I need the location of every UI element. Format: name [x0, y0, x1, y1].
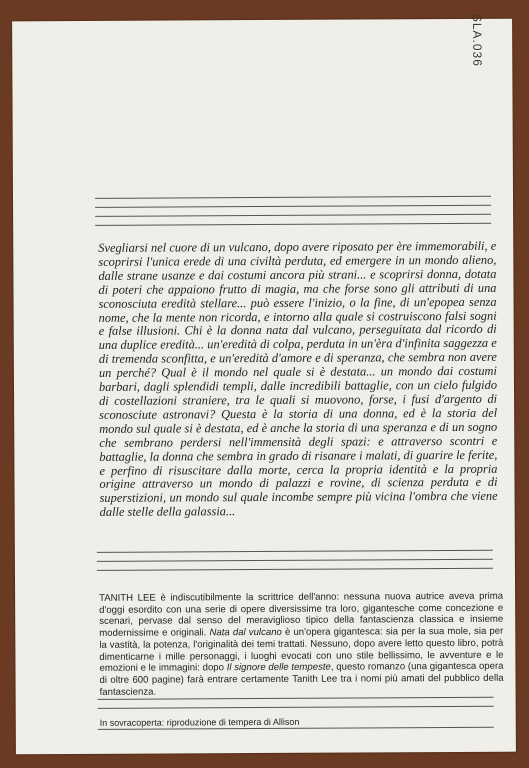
divider: [98, 706, 494, 709]
divider: [97, 559, 493, 562]
cover-credit: In sovracoperta: riproduzione di tempera di Allison: [99, 716, 300, 728]
previous-book-title: Il signore delle tempeste: [226, 661, 331, 674]
divider: [95, 196, 491, 199]
book-title: Nata dal vulcano: [209, 627, 282, 639]
catalog-code: SLA.036: [470, 13, 485, 67]
divider: [95, 205, 491, 208]
author-note: [99, 591, 504, 698]
author-note-part1: TANITH LEE è indiscutibilmente la scrittrice dell'anno: nessuna nuova autrice aveva prima d'oggi esordito con una serie di opere diversissime tra loro, gigantesche come concezione e scenari, pervase dal senso del meraviglioso tipico della fantascienza classica e insieme modernissime e originali.: [99, 590, 504, 639]
back-cover: [12, 13, 516, 755]
author-note-part3: , questo romanzo (una gigantesca opera di oltre 600 pagine) farà entrare certamente Tanith Lee tra i nomi più amati del pubblico della fantascienza.: [99, 660, 504, 698]
divider: [97, 550, 493, 553]
divider: [97, 568, 493, 571]
divider: [95, 214, 491, 217]
divider: [95, 223, 491, 226]
author-note-part2: è un'opera gigantesca: sia per la sua mole, sia per la vastità, la potenza, l'originalità dei temi trattati. Nessuno, dopo avere letto questo libro, potrà dimenticarne i mille personaggi, i luoghi evocati con uno stile bellissimo, le avventure e le emozioni e le immagini: dopo: [99, 625, 504, 675]
blurb-text: Svegliarsi nel cuore di un vulcano, dopo avere riposato per ère immemorabili, e scoprirsi l'unica erede di una civiltà perduta, ed emergere in un mondo alieno, dalle strane usanze e dai costumi ancora più strani... e scoprirsi donna, dotata di poteri che appaiono frutto di magia, ma che forse sono gli attributi di una sconosciuta eredità stellare... può essere l'inizio, o la fine, di un'epopea senza nome, che la mente non ricorda, e intorno alla quale si costruiscono falsi sogni e false illusioni. Chi è la donna nata dal vulcano, perseguitata dal ricordo di una duplice eredità... un'eredità di colpa, perduta in un'èra d'infinita saggezza e di tremenda sconfitta, e un'eredità d'amore e di speranza, che sembra non avere un perché? Qual è il mondo nel quale si è destata... un mondo dai costumi barbari, dagli splendidi templi, dalle incredibili battaglie, con un cielo fulgido di costellazioni straniere, tra le quali si muovono, forse, i fusi d'argento di sconosciute astronavi? Questa è la storia di una donna, ed è la storia del mondo sul quale si è destata, ed è anche la storia di una speranza e di un sogno che sembrano perdersi nell'immensità degli spazi: e attraverso scontri e battaglie, la donna che sembra in grado di risanare i malati, di guarire le ferite, e perfino di risuscitare dalla morte, cerca la propria identità e la propria origine attraverso un mondo di palazzi e rovine, di scienza perduta e di superstizioni, un mondo sul quale incombe sempre più vicina l'ombra che viene dalle stelle della galassia...: [98, 238, 498, 520]
